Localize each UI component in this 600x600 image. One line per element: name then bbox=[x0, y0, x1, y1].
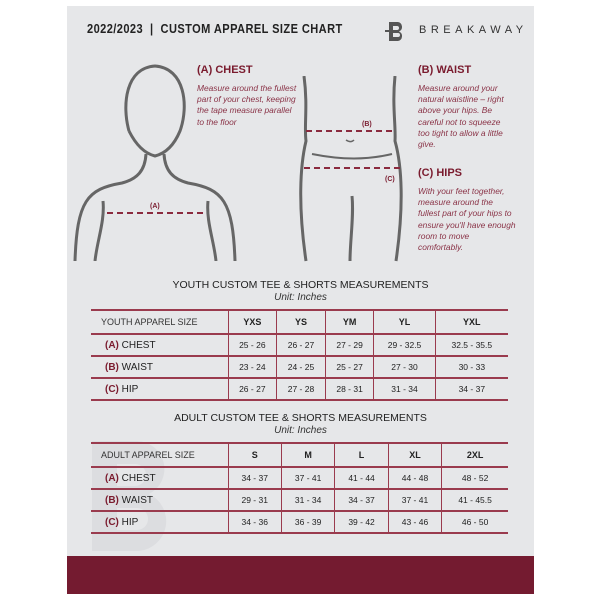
cell: 34 - 37 bbox=[435, 378, 508, 400]
cell: 39 - 42 bbox=[335, 511, 388, 533]
header-cell: YM bbox=[325, 310, 374, 334]
row-tag: (B) bbox=[105, 361, 119, 373]
cell: 23 - 24 bbox=[228, 356, 277, 378]
row-tag: (A) bbox=[105, 339, 119, 351]
row-label: CHEST bbox=[121, 339, 156, 351]
waist-heading: (B) WAIST bbox=[418, 64, 472, 76]
youth-size-table bbox=[91, 309, 508, 401]
hips-marker: (C) bbox=[385, 176, 395, 183]
cell: 34 - 37 bbox=[228, 467, 281, 489]
row-label: WAIST bbox=[121, 494, 153, 506]
header-cell: XL bbox=[388, 443, 441, 467]
cell: 27 - 30 bbox=[374, 356, 435, 378]
youth-table-unit: Unit: Inches bbox=[274, 292, 327, 303]
table-row bbox=[91, 489, 508, 511]
header-cell: M bbox=[281, 443, 334, 467]
adult-table-unit: Unit: Inches bbox=[274, 425, 327, 436]
chest-marker: (A) bbox=[150, 203, 160, 210]
cell: 41 - 45.5 bbox=[442, 489, 508, 511]
breakaway-logo-icon bbox=[385, 20, 407, 42]
cell: 27 - 29 bbox=[325, 334, 374, 356]
lower-body-figure bbox=[292, 76, 412, 266]
header-cell: YXS bbox=[228, 310, 277, 334]
cell: 25 - 26 bbox=[228, 334, 277, 356]
cell: 29 - 31 bbox=[228, 489, 281, 511]
cell: 37 - 41 bbox=[281, 467, 334, 489]
hips-description: With your feet together, measure around the fullest part of your hips to ensure you'll have enough room to move comfortably. bbox=[418, 186, 516, 253]
row-label: CHEST bbox=[121, 472, 156, 484]
header-cell: YOUTH APPAREL SIZE bbox=[91, 310, 228, 334]
table-row bbox=[91, 378, 508, 400]
cell: 44 - 48 bbox=[388, 467, 441, 489]
adult-size-table bbox=[91, 442, 508, 534]
cell: 37 - 41 bbox=[388, 489, 441, 511]
cell: 43 - 46 bbox=[388, 511, 441, 533]
row-label: HIP bbox=[121, 516, 139, 528]
cell: 34 - 36 bbox=[228, 511, 281, 533]
youth-table-title: YOUTH CUSTOM TEE & SHORTS MEASUREMENTS bbox=[172, 279, 429, 291]
row-label: HIP bbox=[121, 383, 139, 395]
row-tag: (B) bbox=[105, 494, 119, 506]
chest-heading: (A) CHEST bbox=[197, 64, 253, 76]
cell: 30 - 33 bbox=[435, 356, 508, 378]
cell: 25 - 27 bbox=[325, 356, 374, 378]
cell: 46 - 50 bbox=[442, 511, 508, 533]
row-label: WAIST bbox=[121, 361, 153, 373]
cell: 26 - 27 bbox=[277, 334, 326, 356]
cell: 28 - 31 bbox=[325, 378, 374, 400]
chest-description: Measure around the fullest part of your chest, keeping the tape measure parallel to the floor bbox=[197, 83, 297, 127]
cell: 32.5 - 35.5 bbox=[435, 334, 508, 356]
brand-name: BREAKAWAY bbox=[419, 24, 528, 36]
header-cell: YL bbox=[374, 310, 435, 334]
table-header-row bbox=[91, 443, 508, 467]
waist-marker: (B) bbox=[362, 121, 372, 128]
cell: 29 - 32.5 bbox=[374, 334, 435, 356]
table-row bbox=[91, 356, 508, 378]
header-cell: YS bbox=[277, 310, 326, 334]
row-tag: (C) bbox=[105, 383, 119, 395]
header-cell: L bbox=[335, 443, 388, 467]
size-chart-page bbox=[67, 6, 534, 594]
cell: 24 - 25 bbox=[277, 356, 326, 378]
header-cell: 2XL bbox=[442, 443, 508, 467]
page-title: 2022/2023 | CUSTOM APPAREL SIZE CHART bbox=[87, 21, 343, 36]
adult-table-title: ADULT CUSTOM TEE & SHORTS MEASUREMENTS bbox=[174, 412, 427, 424]
table-row bbox=[91, 467, 508, 489]
table-header-row bbox=[91, 310, 508, 334]
cell: 48 - 52 bbox=[442, 467, 508, 489]
table-row bbox=[91, 334, 508, 356]
hips-heading: (C) HIPS bbox=[418, 167, 462, 179]
row-tag: (A) bbox=[105, 472, 119, 484]
footer-band bbox=[67, 556, 534, 594]
cell: 36 - 39 bbox=[281, 511, 334, 533]
cell: 41 - 44 bbox=[335, 467, 388, 489]
cell: 34 - 37 bbox=[335, 489, 388, 511]
waist-description: Measure around your natural waistline – right above your hips. Be careful not to squeeze too tight to allow a little give. bbox=[418, 83, 504, 150]
cell: 31 - 34 bbox=[374, 378, 435, 400]
cell: 26 - 27 bbox=[228, 378, 277, 400]
cell: 31 - 34 bbox=[281, 489, 334, 511]
header-cell: ADULT APPAREL SIZE bbox=[91, 443, 228, 467]
cell: 27 - 28 bbox=[277, 378, 326, 400]
header-cell: YXL bbox=[435, 310, 508, 334]
table-row bbox=[91, 511, 508, 533]
row-tag: (C) bbox=[105, 516, 119, 528]
header-cell: S bbox=[228, 443, 281, 467]
